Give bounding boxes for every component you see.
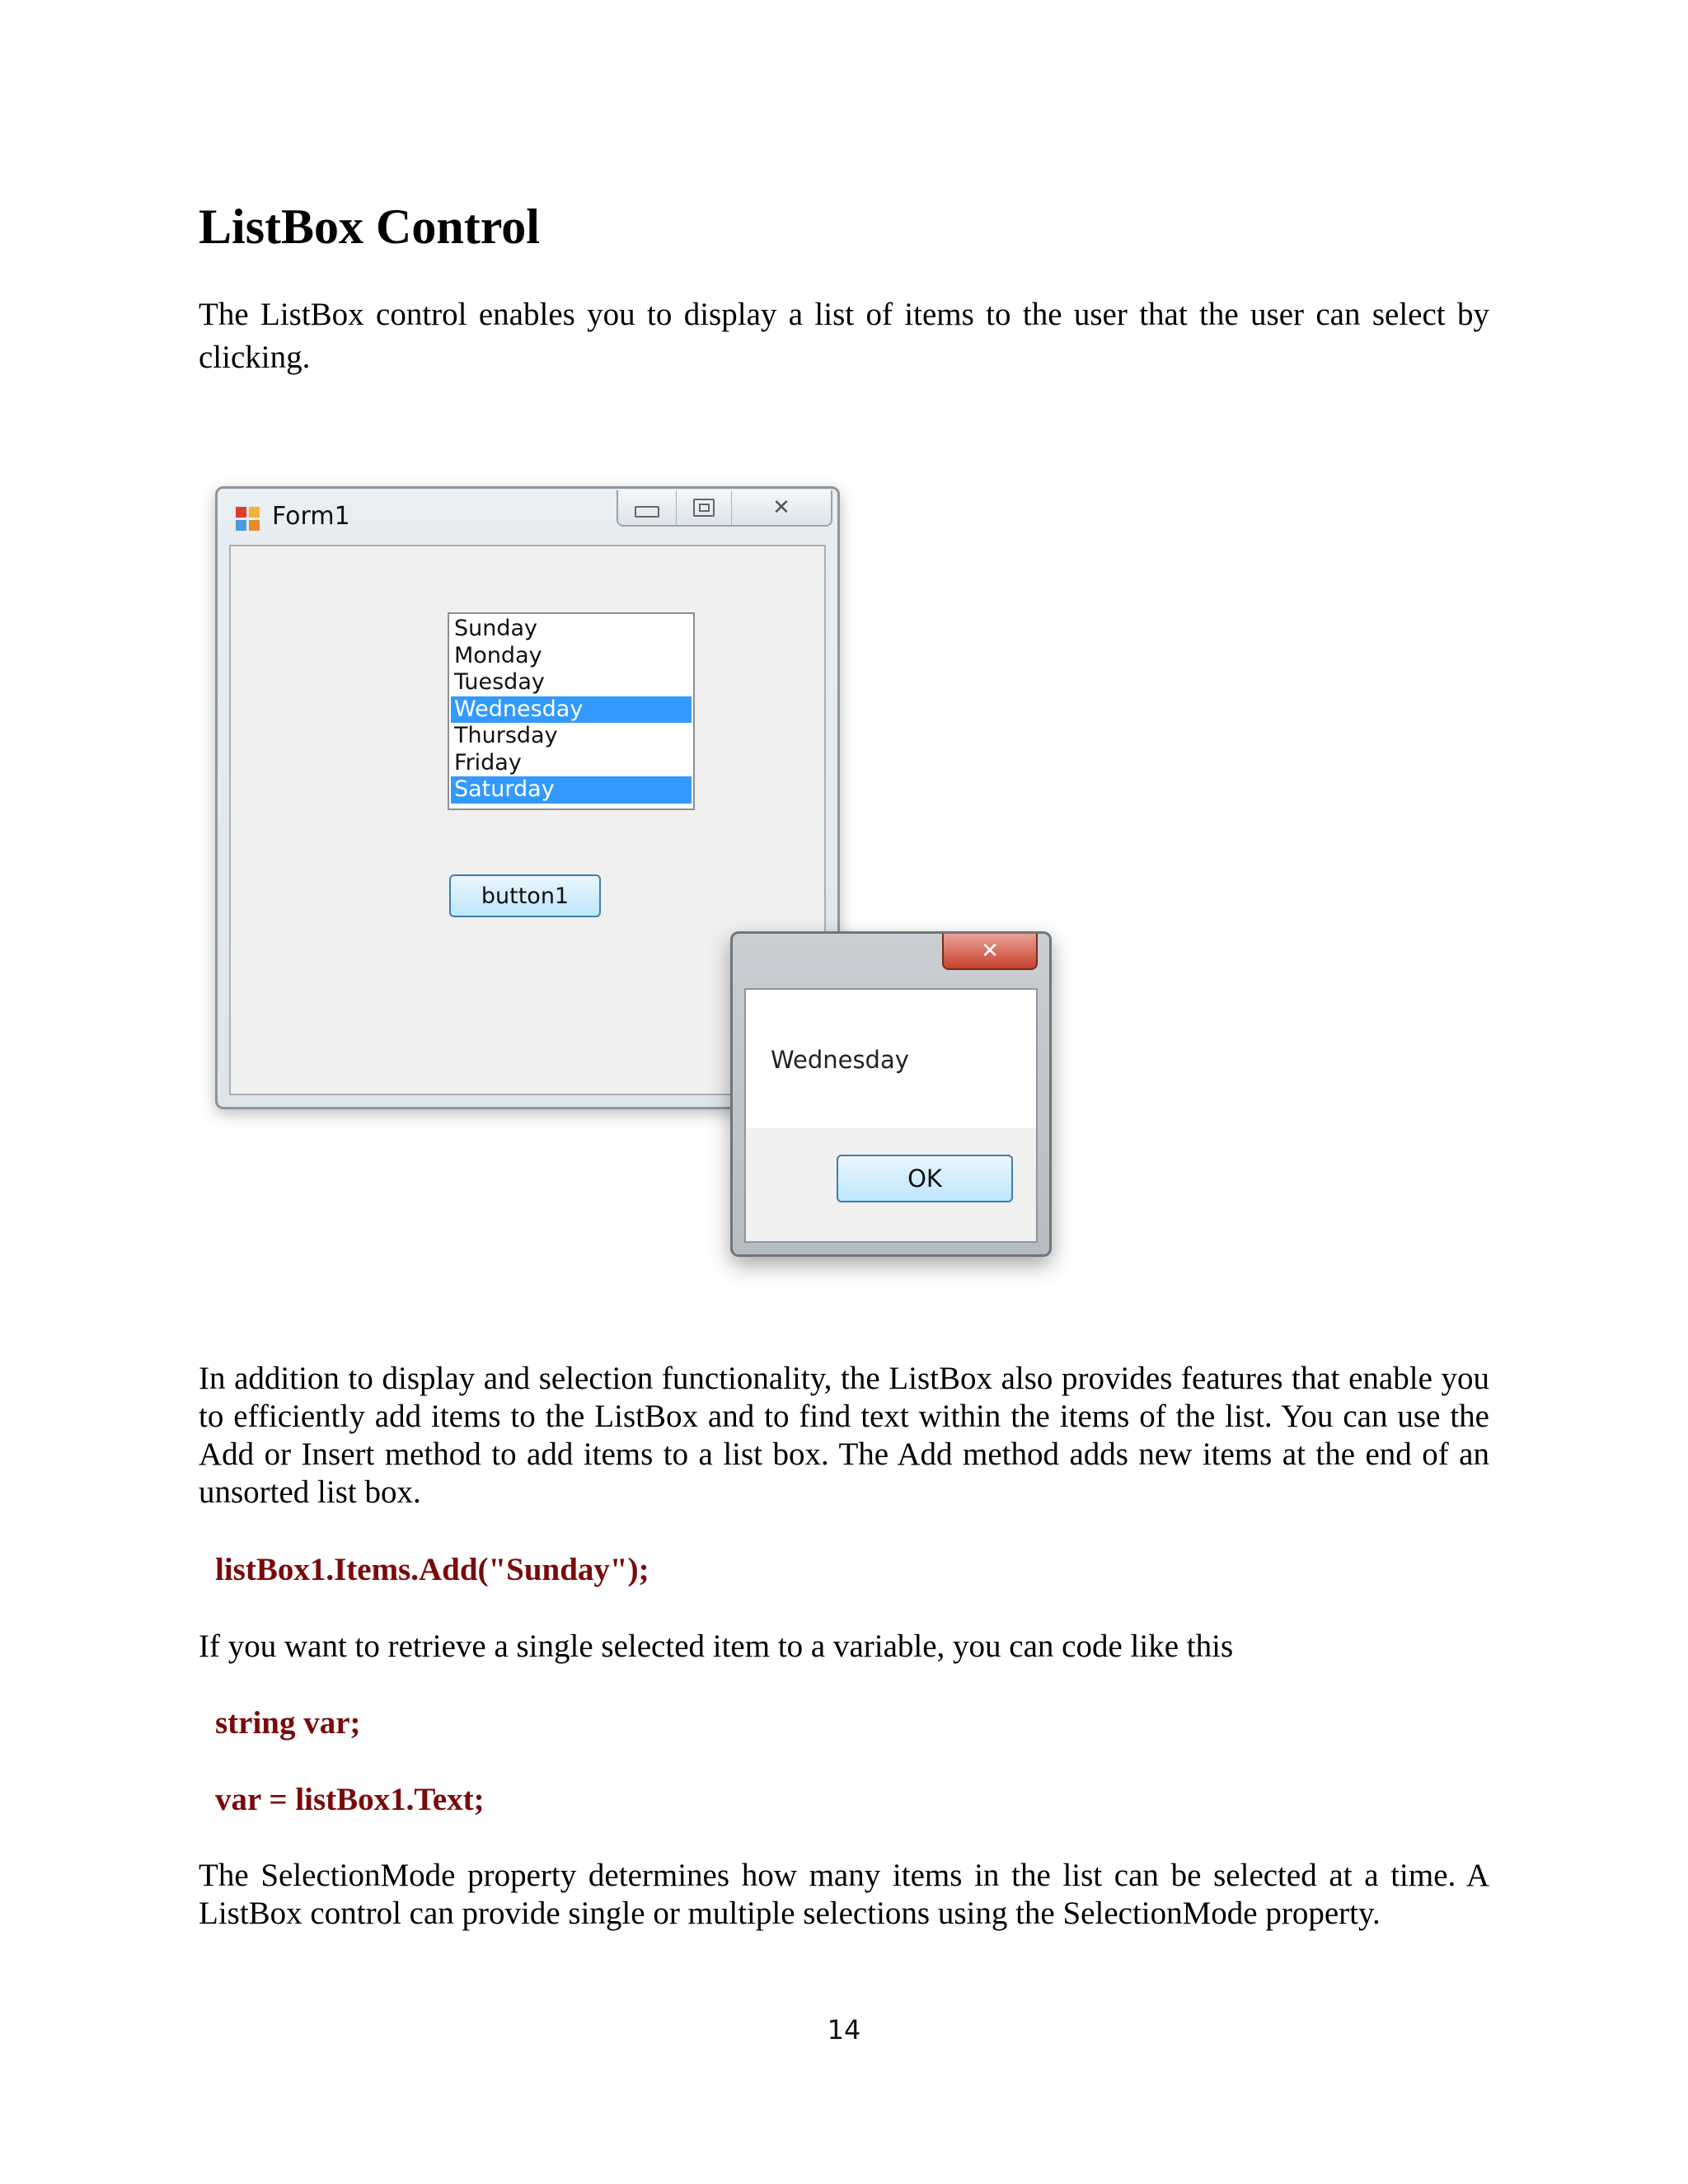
ok-button[interactable]: OK — [837, 1155, 1013, 1202]
minimize-icon — [635, 506, 659, 518]
paragraph-add-items: In addition to display and selection functionality, the ListBox also provides features that enable you to efficiently add items to the ListBox and to find text within the items of the list. You can use the Add or Insert method to add items to a list box. The Add method adds new items at the end of an unsorted list box. — [199, 1361, 1489, 1510]
listbox-screenshot-figure — [199, 474, 1105, 1298]
form1-title: Form1 — [272, 502, 350, 531]
listbox-item[interactable]: Monday — [454, 642, 542, 668]
window-controls — [617, 490, 832, 527]
page-number: 14 — [827, 2014, 861, 2046]
listbox-item[interactable]: Thursday — [454, 723, 558, 748]
message-text: Wednesday — [771, 1046, 909, 1074]
maximize-button[interactable] — [677, 490, 732, 525]
listbox[interactable] — [448, 612, 695, 810]
code-assign-var: var = listBox1.Text; — [215, 1782, 485, 1817]
code-add-item: listBox1.Items.Add("Sunday"); — [215, 1552, 649, 1587]
app-icon — [236, 507, 260, 532]
maximize-icon — [693, 499, 715, 517]
minimize-button[interactable] — [618, 490, 677, 525]
message-box-body — [744, 988, 1038, 1243]
button1[interactable]: button1 — [449, 874, 601, 917]
form1-titlebar[interactable] — [218, 489, 837, 545]
listbox-item[interactable]: Friday — [454, 749, 522, 776]
close-icon: ✕ — [772, 495, 790, 520]
listbox-item[interactable]: Saturday — [451, 776, 692, 804]
page-title: ListBox Control — [199, 199, 540, 254]
close-icon: ✕ — [981, 939, 999, 963]
listbox-item[interactable]: Wednesday — [451, 696, 692, 724]
code-declare-var: string var; — [215, 1705, 361, 1741]
paragraph-selection-mode: The SelectionMode property determines how many items in the list can be selected at a time. A ListBox control can provide single or multiple selections using the SelectionMode property. — [199, 1858, 1489, 1931]
listbox-item[interactable]: Tuesday — [454, 669, 545, 695]
message-box-close-button[interactable] — [942, 934, 1038, 970]
paragraph-retrieve-item: If you want to retrieve a single selected item to a variable, you can code like this — [199, 1629, 1234, 1664]
close-button[interactable] — [732, 490, 831, 525]
intro-paragraph: The ListBox control enables you to display a list of items to the user that the user can select by clicking. — [199, 297, 1489, 375]
message-box — [730, 931, 1052, 1257]
message-content-area — [746, 990, 1036, 1128]
listbox-item[interactable]: Sunday — [454, 616, 538, 641]
